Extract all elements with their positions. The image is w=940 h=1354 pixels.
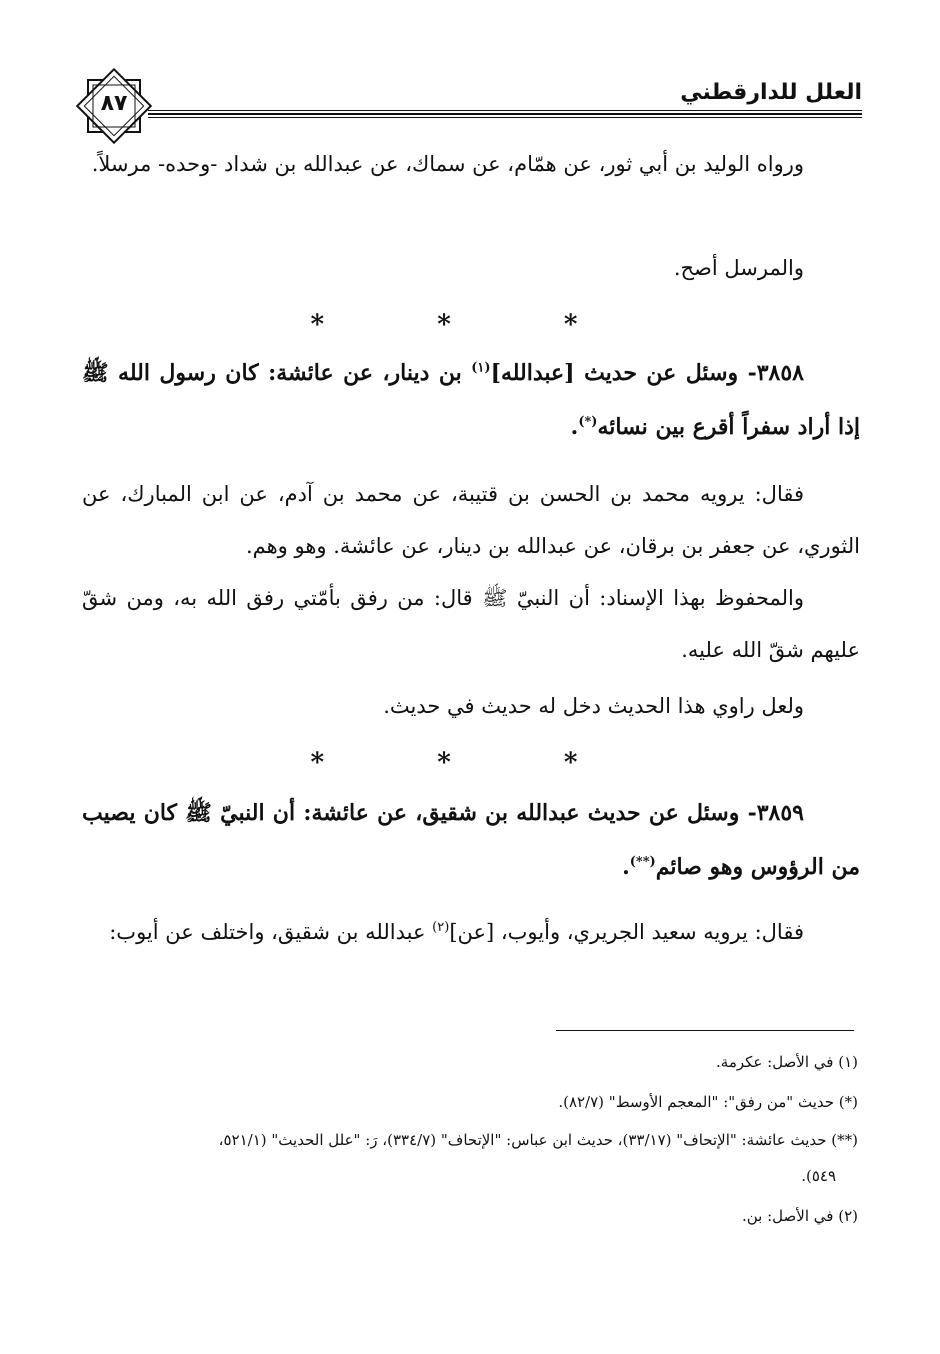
section-separator-1: * * *	[310, 310, 630, 340]
question-3859: ٣٨٥٩- وسئل عن حديث عبدالله بن شقيق، عن عائشة: أن النبيّ ﷺ كان يصيب من الرؤوس وهو صائم(**).	[82, 800, 860, 880]
paragraph-riwayah: ورواه الوليد بن أبي ثور، عن همّام، عن سماك، عن عبدالله بن شداد -وحده- مرسلاً.	[91, 152, 804, 176]
page-number-badge	[74, 66, 154, 146]
section-separator-2: * * *	[310, 748, 630, 778]
footnote-separator	[556, 1030, 854, 1031]
footnote-ref-2: (٢)	[432, 920, 450, 935]
answer-3859-head: فقال: يرويه سعيد الجريري، وأيوب، [عن]	[449, 920, 804, 944]
answer-3859-text: عبدالله بن شقيق، واختلف عن أيوب:	[109, 920, 433, 944]
question-3858-text: بن دينار، عن عائشة: كان رسول الله ﷺ إذا أراد سفراً أقرع بين نسائه	[82, 360, 860, 440]
paragraph-mursal: والمرسل أصح.	[673, 256, 804, 280]
footnote-2: (٢) في الأصل: بن.	[742, 1207, 858, 1225]
question-3858: ٣٨٥٨- وسئل عن حديث [عبدالله]$^{(١)}$ بن دينار، عن عائشة: كان رسول الله ﷺ إذا أراد سفراً أقرع بين نسائه(*).	[82, 360, 860, 440]
footnote-1: (١) في الأصل: عكرمة.	[716, 1053, 858, 1071]
answer-3858: فقال: يرويه محمد بن الحسن بن قتيبة، عن محمد بن آدم، عن ابن المبارك، عن الثوري، عن جعفر بن برقان، عن عبدالله بن دينار، عن عائشة. وهو وهم.	[82, 482, 860, 558]
footnote-ref-star: (*)	[578, 414, 598, 430]
paragraph-note: ولعل راوي هذا الحديث دخل له حديث في حديث.	[383, 694, 804, 718]
footnote-ref-double-star: (**)	[629, 854, 656, 870]
footnote-double-star-continued: ٥٤٩).	[801, 1167, 836, 1185]
footnote-star: (*) حديث "من رفق": "المعجم الأوسط" (٨٢/٧).	[558, 1093, 858, 1111]
question-3858-head: ٣٨٥٨- وسئل عن حديث [عبدالله]	[490, 360, 804, 386]
page-number: ٨٧	[100, 91, 128, 116]
answer-3859	[82, 906, 860, 958]
header-rule-middle	[148, 113, 862, 115]
header-rule-bottom	[148, 117, 862, 118]
paragraph-mahfuz: والمحفوظ بهذا الإسناد: أن النبيّ ﷺ قال: من رفق بأمّتي رفق الله به، ومن شقّ عليهم شقّ الله عليه.	[82, 586, 860, 662]
running-header-title: العلل للدارقطني	[680, 80, 862, 105]
question-3859-text: ٣٨٥٩- وسئل عن حديث عبدالله بن شقيق، عن عائشة: أن النبيّ ﷺ كان يصيب من الرؤوس وهو صائم	[82, 800, 860, 880]
footnote-double-star: (**) حديث عائشة: "الإتحاف" (٣٣/١٧)، حديث ابن عباس: "الإتحاف" (٣٣٤/٧)، رَ: "علل الحديث" (٥٢١/١،	[218, 1131, 858, 1149]
footnote-ref-1: (١)	[471, 360, 491, 376]
header-rule-top	[148, 110, 862, 111]
